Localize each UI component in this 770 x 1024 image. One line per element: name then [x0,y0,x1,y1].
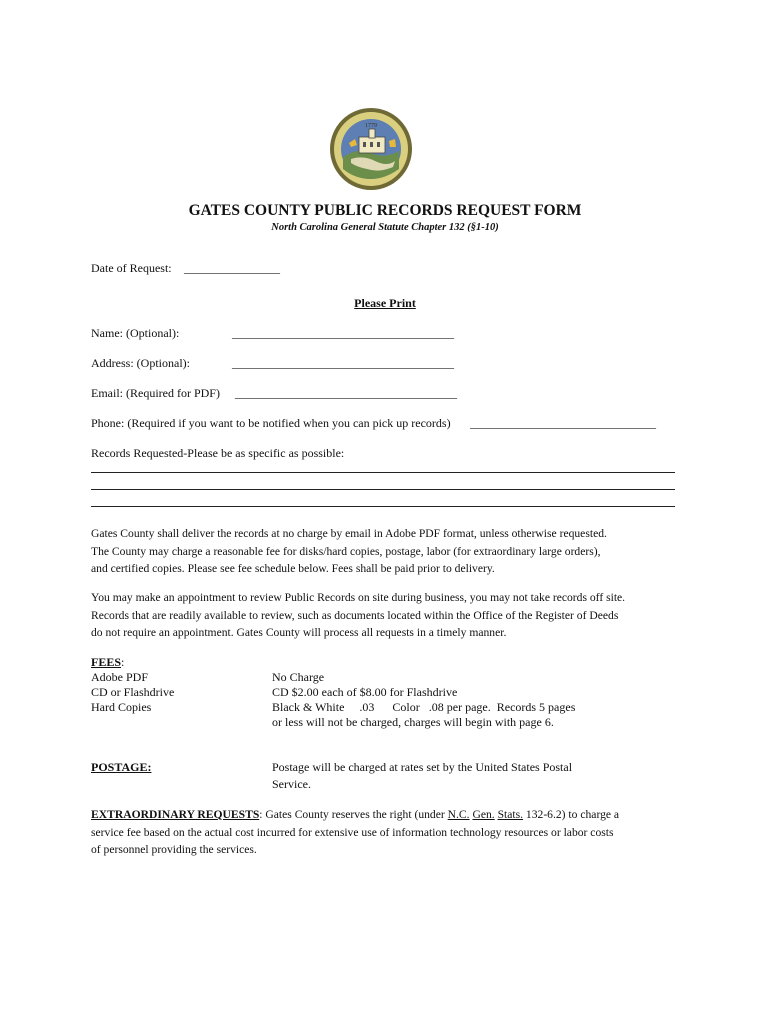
extraordinary-line-2: service fee based on the actual cost incurred for extensive use of information technology resources or labor costs [91,825,614,839]
delivery-line-3: and certified copies. Please see fee schedule below. Fees shall be paid prior to delivery. [91,562,495,575]
postage-line-1: Postage will be charged at rates set by the United States Postal [272,760,573,774]
date-of-request-field[interactable]: ________________ [184,261,280,275]
please-print-heading: Please Print [354,296,416,310]
delivery-line-2: The County may charge a reasonable fee for disks/hard copies, postage, labor (for extraordinary large orders), [91,544,601,558]
name-field[interactable]: _____________________________________ [232,326,454,340]
citation-stats: Stats. [497,808,524,821]
extraordinary-line-1 [91,806,691,824]
address-label: Address: (Optional): [91,356,190,370]
fees-heading [91,655,124,670]
records-requested-line-3[interactable] [91,506,675,507]
postage-heading: POSTAGE: [91,760,152,774]
fee-label-cd: CD or Flashdrive [91,685,175,699]
form-title: GATES COUNTY PUBLIC RECORDS REQUEST FORM [188,202,582,219]
records-requested-line-1[interactable] [91,472,675,473]
extraordinary-lead: : Gates County reserves the right (under [259,808,448,821]
phone-label: Phone: (Required if you want to be notified when you can pick up records) [91,416,451,430]
fee-value-hard-copies-cont: or less will not be charged, charges will begin with page 6. [272,715,554,729]
citation-gen: Gen. [472,808,495,821]
email-label: Email: (Required for PDF) [91,386,220,400]
extraordinary-line-3: of personnel providing the services. [91,843,257,856]
fee-value-pdf: No Charge [272,670,325,684]
citation-nc: N.C. [447,808,470,821]
appointment-line-1: You may make an appointment to review Public Records on site during business, you may not take records off site. [91,591,626,604]
fees-heading-colon: : [121,655,125,669]
extraordinary-heading: EXTRAORDINARY REQUESTS [91,808,260,821]
records-requested-line-2[interactable] [91,489,675,490]
svg-text:1779: 1779 [365,123,377,129]
county-seal-logo [329,107,413,191]
postage-line-2: Service. [272,777,311,791]
extraordinary-requests-paragraph [91,806,691,859]
form-subtitle: North Carolina General Statute Chapter 132 (§1-10) [271,222,499,233]
phone-field[interactable]: _______________________________ [470,416,656,430]
email-field[interactable]: _____________________________________ [235,386,457,400]
address-field[interactable]: _____________________________________ [232,356,454,370]
appointment-paragraph [91,589,691,642]
delivery-line-1: Gates County shall deliver the records at no charge by email in Adobe PDF format, unless otherwise requested. [91,527,607,540]
fee-label-hard-copies: Hard Copies [91,700,152,714]
date-of-request-label: Date of Request: [91,261,172,275]
appointment-line-3: do not require an appointment. Gates County will process all requests in a timely manner. [91,626,507,639]
extraordinary-tail: 132-6.2) to charge a [523,808,620,821]
fee-label-pdf: Adobe PDF [91,670,149,684]
fees-heading-text: FEES [91,655,122,669]
records-requested-label: Records Requested-Please be as specific as possible: [91,446,345,460]
delivery-paragraph [91,525,691,578]
appointment-line-2: Records that are readily available to review, such as documents located within the Office of the Register of Deeds [91,608,619,622]
name-label: Name: (Optional): [91,326,180,340]
fee-value-cd: CD $2.00 each of $8.00 for Flashdrive [272,685,458,699]
fee-value-hard-copies: Black & White .03 Color .08 per page. Records 5 pages [272,700,576,714]
